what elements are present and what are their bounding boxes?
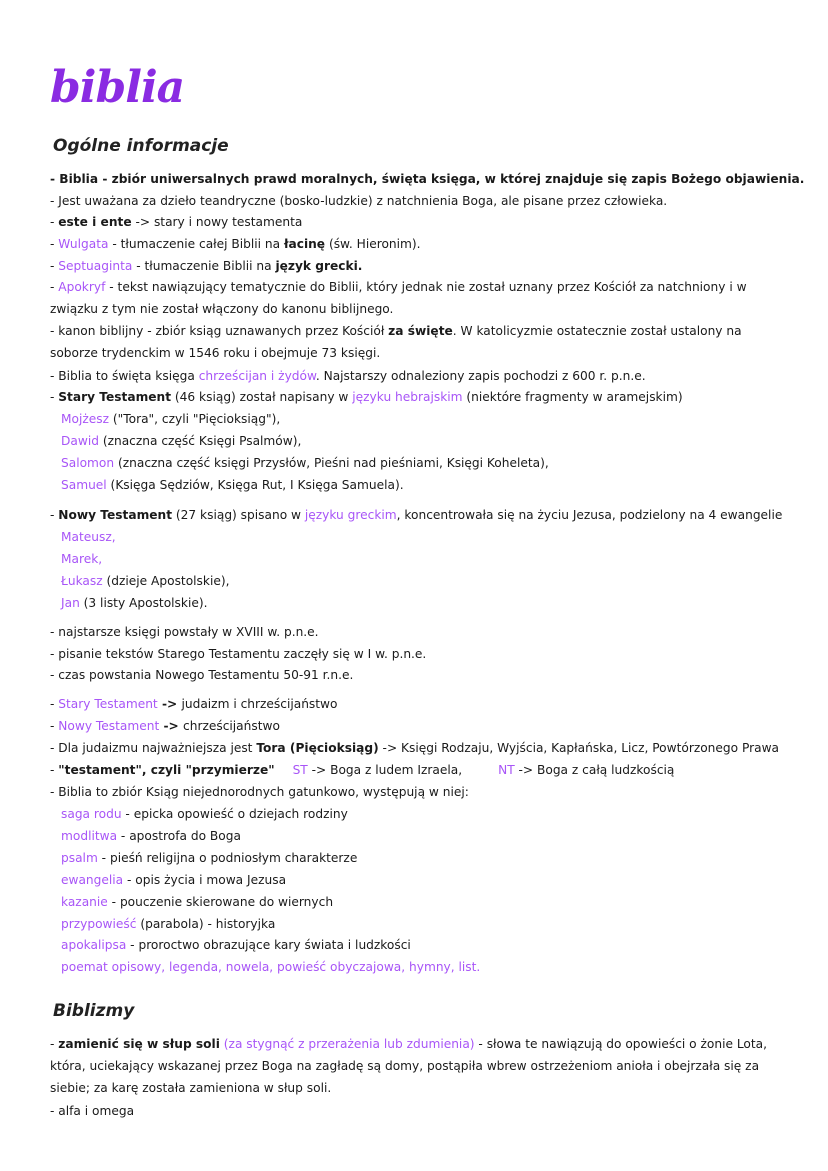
note-line: Mojżesz ("Tora", czyli "Pięcioksiąg"), xyxy=(61,412,281,426)
note-line: apokalipsa - proroctwo obrazujące kary świata i ludzkości xyxy=(61,938,411,952)
note-line: Łukasz (dzieje Apostolskie), xyxy=(61,574,230,588)
section-heading-general: Ogólne informacje xyxy=(53,136,229,156)
note-line: - alfa i omega xyxy=(50,1104,135,1118)
note-line: - Stary Testament (46 ksiąg) został napisany w języku hebrajskim (niektóre fragmenty w aramejskim) xyxy=(50,390,683,404)
note-line: Salomon (znaczna część księgi Przysłów, Pieśni nad pieśniami, Księgi Koheleta), xyxy=(61,456,549,470)
note-line: saga rodu - epicka opowieść o dziejach rodziny xyxy=(61,807,348,821)
note-line: - Biblia to zbiór Ksiąg niejednorodnych gatunkowo, występują w niej: xyxy=(50,785,469,799)
note-line: psalm - pieśń religijna o podniosłym charakterze xyxy=(61,851,358,865)
note-line: - najstarsze księgi powstały w XVIII w. p.n.e. xyxy=(50,625,319,639)
note-line: - Jest uważana za dzieło teandryczne (bosko-ludzkie) z natchnienia Boga, ale pisane przez człowieka. xyxy=(50,194,668,208)
note-line: Mateusz, xyxy=(61,530,116,544)
note-line: - Apokryf - tekst nawiązujący tematycznie do Biblii, który jednak nie został uznany przez Kościół za natchniony i w związku z tym nie został włączony do kanonu biblijnego. xyxy=(50,280,747,316)
note-line: - Biblia - zbiór uniwersalnych prawd moralnych, święta księga, w której znajduje się zapis Bożego objawienia. xyxy=(50,172,805,186)
note-line: Samuel (Księga Sędziów, Księga Rut, I Księga Samuela). xyxy=(61,478,404,492)
page-title: biblia xyxy=(50,62,185,113)
note-line: - czas powstania Nowego Testamentu 50-91 r.n.e. xyxy=(50,668,354,682)
note-line: - Septuaginta - tłumaczenie Biblii na język grecki. xyxy=(50,259,363,273)
note-line: - Wulgata - tłumaczenie całej Biblii na łacinę (św. Hieronim). xyxy=(50,237,421,251)
note-line: - Dla judaizmu najważniejsza jest Tora (Pięcioksiąg) -> Księgi Rodzaju, Wyjścia, Kapłańska, Licz, Powtórzonego Prawa xyxy=(50,741,780,755)
note-line: - Biblia to święta księga chrześcijan i żydów. Najstarszy odnaleziony zapis pochodzi z 600 r. p.n.e. xyxy=(50,369,646,383)
note-line: Jan (3 listy Apostolskie). xyxy=(61,596,208,610)
note-line: - Nowy Testament (27 ksiąg) spisano w języku greckim, koncentrowała się na życiu Jezusa, podzielony na 4 ewangelie xyxy=(50,508,783,522)
note-line: modlitwa - apostrofa do Boga xyxy=(61,829,241,843)
note-line: przypowieść (parabola) - historyjka xyxy=(61,917,276,931)
note-line: Marek, xyxy=(61,552,103,566)
note-line: - este i ente -> stary i nowy testamenta xyxy=(50,215,303,229)
note-line: ewangelia - opis życia i mowa Jezusa xyxy=(61,873,287,887)
note-line: - kanon biblijny - zbiór ksiąg uznawanych przez Kościół za święte. W katolicyzmie ostatecznie został ustalony na soborze trydenckim w 1546 roku i obejmuje 73 księgi. xyxy=(50,324,742,360)
note-line: - pisanie tekstów Starego Testamentu zaczęły się w I w. p.n.e. xyxy=(50,647,427,661)
note-line: Dawid (znaczna część Księgi Psalmów), xyxy=(61,434,302,448)
note-line: - zamienić się w słup soli (za stygnąć z przerażenia lub zdumienia) - słowa te nawiązują do opowieści o żonie Lota, która, uciekający wskazanej przez Boga na zagładę są domy, postąpiła wbrew ostrzeżeniom anioła i obejrzała się za siebie; za karę została zamieniona w słup soli. xyxy=(50,1037,767,1095)
note-line: kazanie - pouczenie skierowane do wiernych xyxy=(61,895,334,909)
note-line: - Nowy Testament -> chrześcijaństwo xyxy=(50,719,280,733)
section-heading-biblicisms: Biblizmy xyxy=(53,1001,135,1021)
note-line: - Stary Testament -> judaizm i chrześcijaństwo xyxy=(50,697,338,711)
note-line: poemat opisowy, legenda, nowela, powieść obyczajowa, hymny, list. xyxy=(61,960,481,974)
note-line: - "testament", czyli "przymierze" ST -> Boga z ludem Izraela, NT -> Boga z całą ludzkością xyxy=(50,763,675,777)
